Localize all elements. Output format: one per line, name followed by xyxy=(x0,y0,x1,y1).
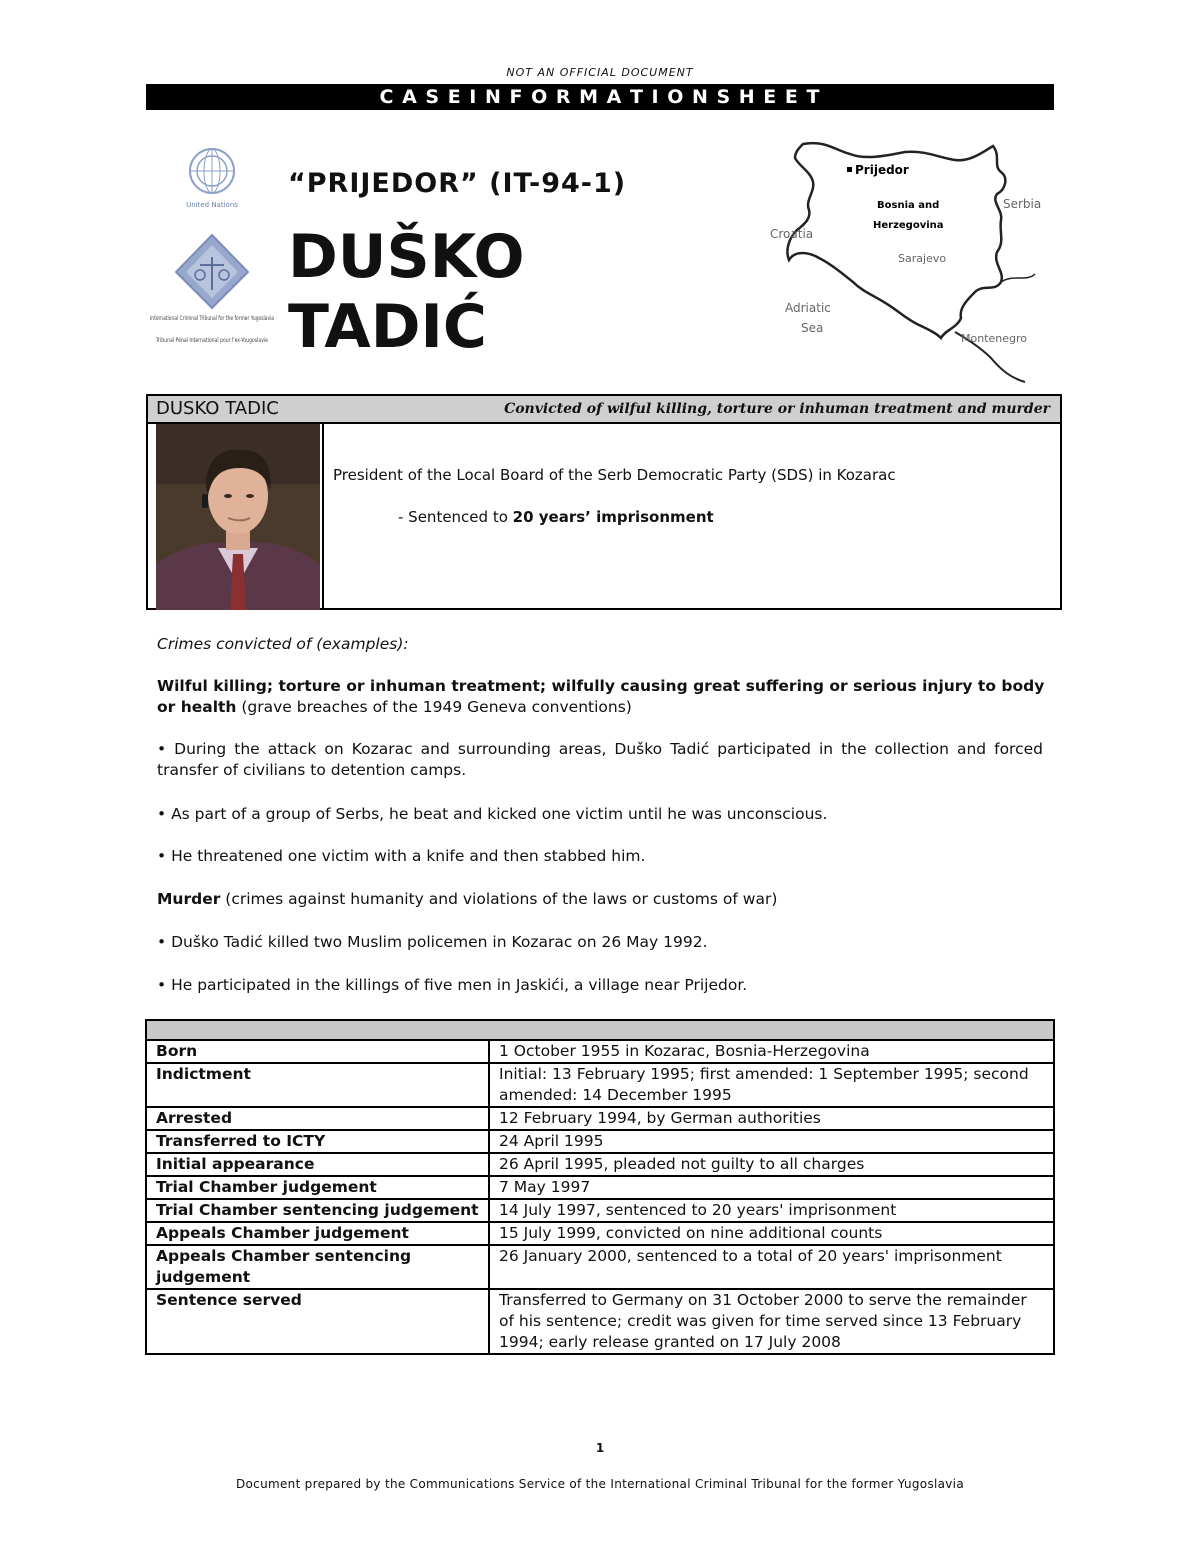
table-header-cell xyxy=(146,1020,1054,1040)
un-emblem-icon xyxy=(148,145,276,360)
row-value: 15 July 1999, convicted on nine additional counts xyxy=(489,1222,1054,1245)
charge-2-category: (crimes against humanity and violations of the laws or customs of war) xyxy=(220,890,778,908)
map-label-adriatic-1: Adriatic xyxy=(785,301,831,315)
un-caption: United Nations xyxy=(186,201,238,209)
map-label-adriatic-2: Sea xyxy=(801,321,824,335)
row-label: Trial Chamber judgement xyxy=(146,1176,489,1199)
row-value: Transferred to Germany on 31 October 2000 to serve the remainder of his sentence; credit was given for time served since 13 February 1994; early release granted on 17 July 2008 xyxy=(489,1289,1054,1354)
accused-name xyxy=(288,222,525,362)
region-map xyxy=(765,132,1055,387)
accused-profile-box xyxy=(146,394,1062,610)
table-row xyxy=(146,1199,1054,1222)
row-label: Sentence served xyxy=(146,1289,489,1354)
case-information-sheet-banner: C A S E I N F O R M A T I O N S H E E T xyxy=(146,84,1054,110)
row-value: Initial: 13 February 1995; first amended: 1 September 1995; second amended: 14 December 1995 xyxy=(489,1063,1054,1107)
row-label: Appeals Chamber judgement xyxy=(146,1222,489,1245)
row-value: 1 October 1955 in Kozarac, Bosnia-Herzegovina xyxy=(489,1040,1054,1063)
crime-fact-3: • He threatened one victim with a knife and then stabbed him. xyxy=(157,847,646,865)
table-row xyxy=(146,1040,1054,1063)
charge-2-title: Murder xyxy=(157,890,221,908)
icty-emblem-icon xyxy=(176,235,248,308)
map-label-serbia: Serbia xyxy=(1003,197,1042,211)
map-label-prijedor: Prijedor xyxy=(855,163,909,177)
row-value: 12 February 1994, by German authorities xyxy=(489,1107,1054,1130)
profile-divider xyxy=(322,424,324,608)
table-header-row xyxy=(146,1020,1054,1040)
row-label: Trial Chamber sentencing judgement xyxy=(146,1199,489,1222)
accused-last-name: TADIĆ xyxy=(288,292,487,362)
row-label: Arrested xyxy=(146,1107,489,1130)
map-label-croatia: Croatia xyxy=(770,227,814,241)
row-label: Transferred to ICTY xyxy=(146,1130,489,1153)
icty-caption-fr: Tribunal Pénal International pour l'ex-Yougoslavie xyxy=(155,337,269,344)
table-row xyxy=(146,1153,1054,1176)
row-value: 26 April 1995, pleaded not guilty to all charges xyxy=(489,1153,1054,1176)
table-row xyxy=(146,1107,1054,1130)
profile-header xyxy=(148,396,1060,424)
sentence-term: 20 years’ imprisonment xyxy=(512,508,714,526)
profile-name: DUSKO TADIC xyxy=(156,398,279,419)
profile-sentence xyxy=(398,508,714,526)
case-details-table xyxy=(145,1019,1055,1355)
map-label-bosnia-1: Bosnia and xyxy=(877,200,940,211)
case-title: “PRIJEDOR” (IT-94-1) xyxy=(288,168,627,199)
crime-fact-4: • Duško Tadić killed two Muslim policemen in Kozarac on 26 May 1992. xyxy=(157,933,708,951)
accused-first-name: DUŠKO xyxy=(288,222,525,292)
accused-photo xyxy=(156,424,320,610)
table-row xyxy=(146,1222,1054,1245)
map-label-bosnia-2: Herzegovina xyxy=(873,220,944,231)
icty-caption-en: International Criminal Tribunal for the former Yugoslavia xyxy=(150,315,275,322)
row-label: Indictment xyxy=(146,1063,489,1107)
map-label-montenegro: Montenegro xyxy=(961,332,1028,345)
crimes-heading: Crimes convicted of (examples): xyxy=(157,635,409,653)
charge-grave-breaches xyxy=(157,676,1047,718)
table-row xyxy=(146,1176,1054,1199)
profile-charge-summary: Convicted of wilful killing, torture or inhuman treatment and murder xyxy=(504,401,1050,417)
map-label-sarajevo: Sarajevo xyxy=(898,252,947,265)
charge-murder xyxy=(157,889,777,910)
row-value: 26 January 2000, sentenced to a total of 20 years' imprisonment xyxy=(489,1245,1054,1289)
crime-fact-1: • During the attack on Kozarac and surrounding areas, Duško Tadić participated in the collection and forced transfer of civilians to detention camps. xyxy=(157,740,1043,779)
institution-logos xyxy=(148,145,276,360)
row-value: 14 July 1997, sentenced to 20 years' imprisonment xyxy=(489,1199,1054,1222)
row-label: Appeals Chamber sentencing judgement xyxy=(146,1245,489,1289)
footer-credit: Document prepared by the Communications Service of the International Criminal Tribunal for the former Yugoslavia xyxy=(236,1477,964,1491)
profile-role: President of the Local Board of the Serb Democratic Party (SDS) in Kozarac xyxy=(333,466,896,484)
charge-1-title: Wilful killing; torture or inhuman treatment; wilfully causing great suffering or serious injury to body or health xyxy=(157,677,1045,716)
charge-1-category: (grave breaches of the 1949 Geneva conventions) xyxy=(236,698,632,716)
prijedor-marker xyxy=(847,167,852,172)
crime-fact-2: • As part of a group of Serbs, he beat and kicked one victim until he was unconscious. xyxy=(157,805,828,823)
sentence-prefix: - Sentenced to xyxy=(398,508,513,526)
row-value: 24 April 1995 xyxy=(489,1130,1054,1153)
table-row xyxy=(146,1063,1054,1107)
row-label: Born xyxy=(146,1040,489,1063)
not-official-notice: NOT AN OFFICIAL DOCUMENT xyxy=(506,66,694,79)
page-number: 1 xyxy=(595,1441,605,1455)
row-label: Initial appearance xyxy=(146,1153,489,1176)
row-value: 7 May 1997 xyxy=(489,1176,1054,1199)
table-row xyxy=(146,1289,1054,1354)
table-row xyxy=(146,1130,1054,1153)
crime-fact-5: • He participated in the killings of five men in Jaskići, a village near Prijedor. xyxy=(157,976,748,994)
table-row xyxy=(146,1245,1054,1289)
